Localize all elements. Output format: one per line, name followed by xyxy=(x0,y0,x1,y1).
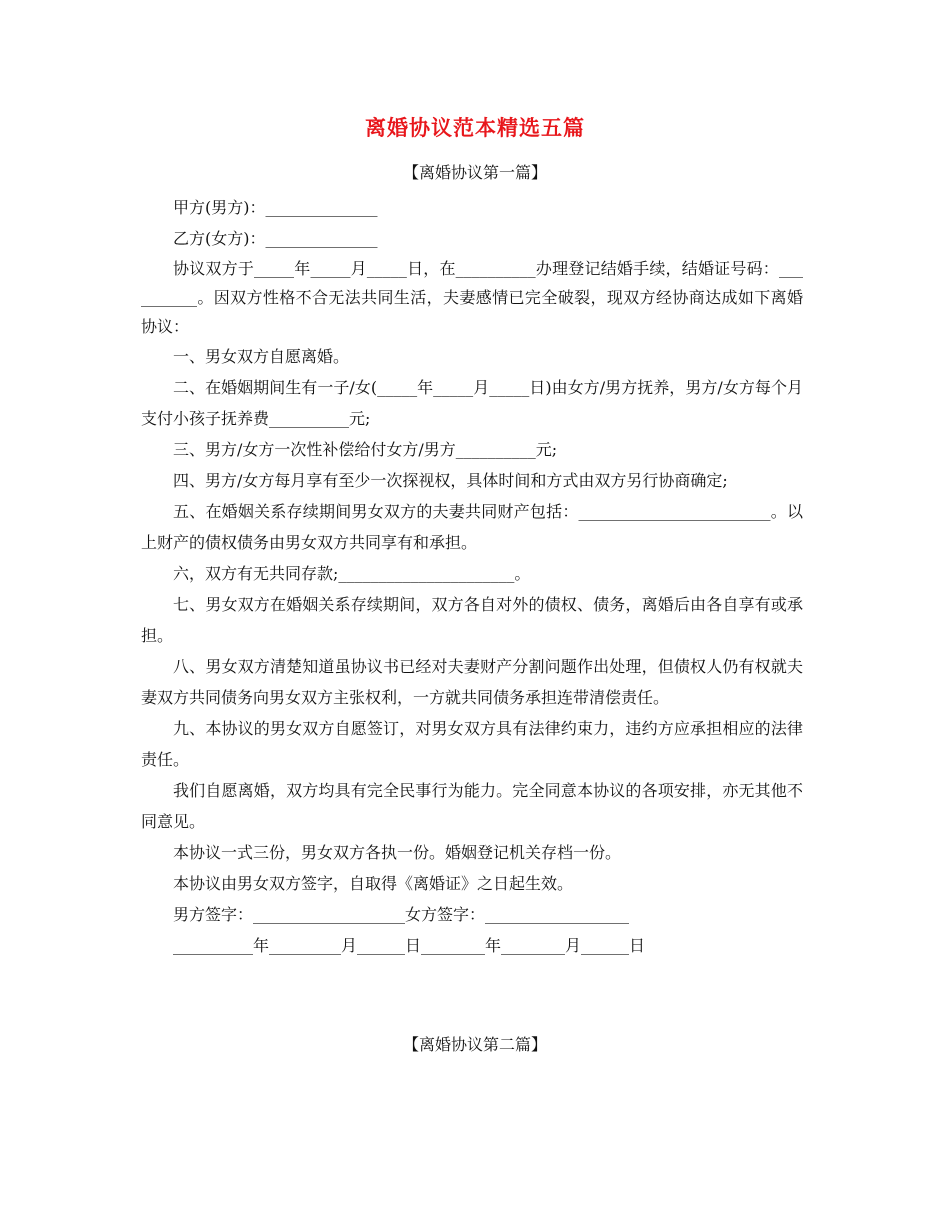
clause-4: 四、男方/女方每月享有至少一次探视权，具体时间和方式由双方另行协商确定; xyxy=(173,471,728,490)
copies-statement: 本协议一式三份，男女双方各执一份。婚姻登记机关存档一份。 xyxy=(173,843,622,862)
agreement-intro: 协议双方于_____年_____月_____日，在__________办理登记结婚手续，结婚证号码：__________。因双方性格不合无法共同生活，夫妻感情已完全破裂，现双方经协商达成如下离婚协议： xyxy=(141,259,803,336)
party-a-line: 甲方(男方)：______________ xyxy=(173,198,378,217)
section-heading-1: 【离婚协议第一篇】 xyxy=(402,163,547,182)
signature-line: 男方签字：___________________女方签字：__________________ xyxy=(173,905,630,924)
party-b-line: 乙方(女方)：______________ xyxy=(173,229,378,248)
clause-6: 六，双方有无共同存款;______________________。 xyxy=(173,564,531,583)
clause-3: 三、男方/女方一次性补偿给付女方/男方__________元; xyxy=(173,440,558,459)
clause-5: 五、在婚姻关系存续期间男女双方的夫妻共同财产包括：________________________。以上财产的债权债务由男女双方共同享有和承担。 xyxy=(141,502,803,552)
clause-1: 一、男女双方自愿离婚。 xyxy=(173,347,350,366)
clause-8: 八、男女双方清楚知道虽协议书已经对夫妻财产分割问题作出处理，但债权人仍有权就夫妻双方共同债务向男女双方主张权利，一方就共同债务承担连带清偿责任。 xyxy=(141,657,803,707)
date-line: __________年_________月______日________年________月______日 xyxy=(173,936,646,955)
clause-9: 九、本协议的男女双方自愿签订，对男女双方具有法律约束力，违约方应承担相应的法律责任。 xyxy=(141,719,803,769)
clause-7: 七、男女双方在婚姻关系存续期间，双方各自对外的债权、债务，离婚后由各自享有或承担。 xyxy=(141,595,803,645)
clause-2: 二、在婚姻期间生有一子/女(_____年_____月_____日)由女方/男方抚养，男方/女方每个月支付小孩子抚养费__________元; xyxy=(141,378,803,428)
agreement-body xyxy=(141,192,803,961)
effective-statement: 本协议由男女双方签字，自取得《离婚证》之日起生效。 xyxy=(173,874,574,893)
mutual-consent-statement: 我们自愿离婚，双方均具有完全民事行为能力。完全同意本协议的各项安排，亦无其他不同意见。 xyxy=(141,781,803,831)
section-heading-2: 【离婚协议第二篇】 xyxy=(402,1035,547,1054)
document-title: 离婚协议范本精选五篇 xyxy=(365,115,585,140)
